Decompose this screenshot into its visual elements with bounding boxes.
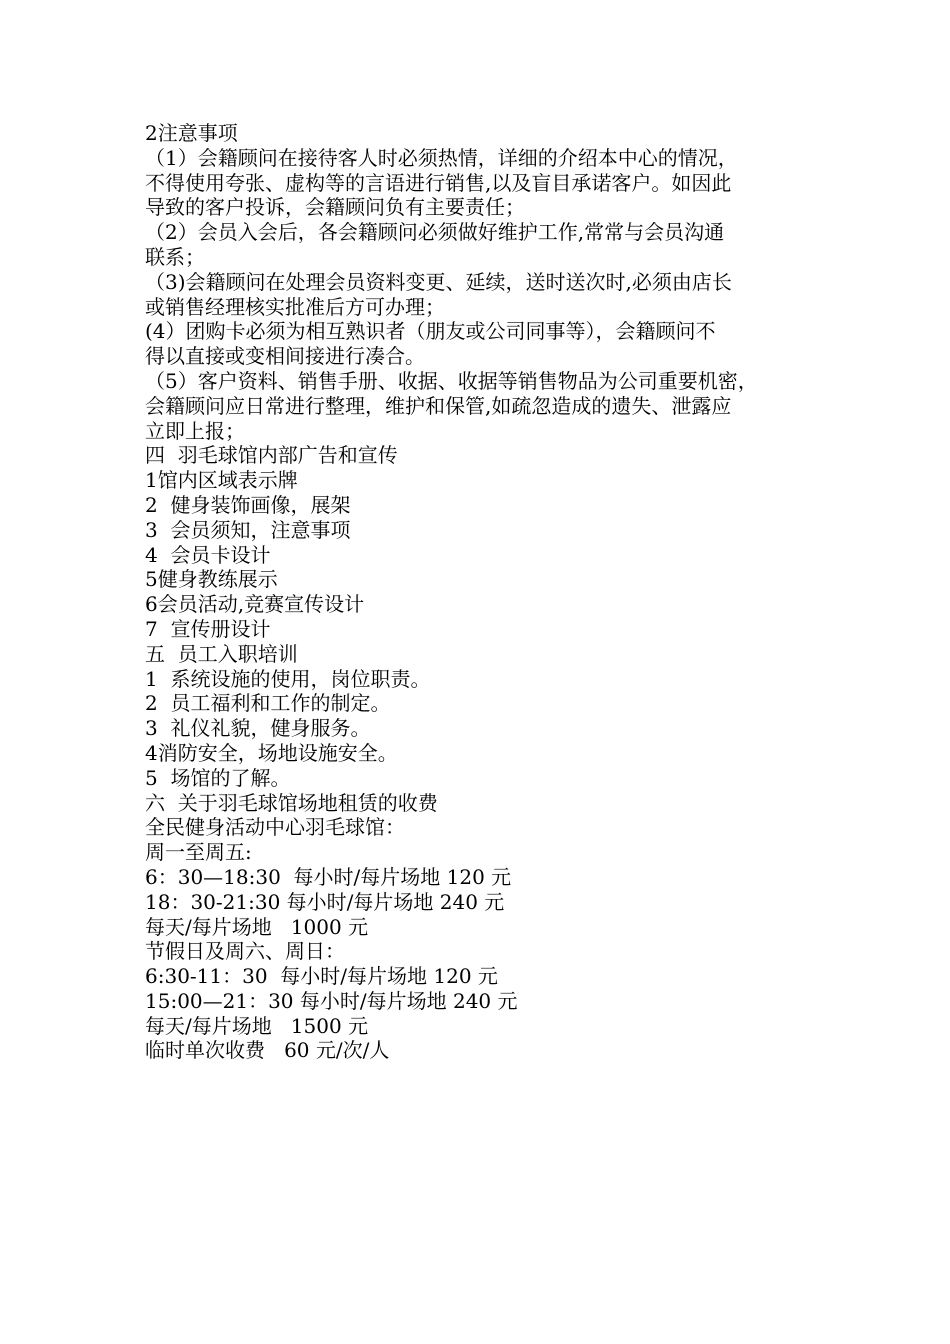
text-line: 会籍顾问应日常进行整理，维护和保管,如疏忽造成的遗失、泄露应 bbox=[145, 393, 732, 418]
list-item: 4 会员卡设计 bbox=[145, 542, 271, 567]
text-line: 不得使用夸张、虚构等的言语进行销售,以及盲目承诺客户。如因此 bbox=[145, 170, 732, 195]
document-body bbox=[145, 121, 825, 1063]
text-line: 立即上报； bbox=[145, 418, 245, 443]
price-line: 6：30—18:30 每小时/每片场地 120 元 bbox=[145, 864, 512, 889]
price-line: 6:30-11：30 每小时/每片场地 120 元 bbox=[145, 964, 498, 989]
price-line: 15:00—21：30 每小时/每片场地 240 元 bbox=[145, 988, 518, 1013]
list-item: 4消防安全，场地设施安全。 bbox=[145, 740, 398, 765]
list-item: 2 健身装饰画像，展架 bbox=[145, 492, 351, 517]
text-line: （5）客户资料、销售手册、收据、收据等销售物品为公司重要机密， bbox=[145, 368, 758, 393]
list-item: 6会员活动,竞赛宣传设计 bbox=[145, 592, 365, 617]
text-line: 或销售经理核实批准后方可办理； bbox=[145, 294, 445, 319]
list-item: 1 系统设施的使用，岗位职责。 bbox=[145, 666, 431, 691]
section-heading: 五 员工入职培训 bbox=[145, 641, 298, 666]
list-item: 3 会员须知，注意事项 bbox=[145, 517, 351, 542]
text-line: 周一至周五: bbox=[145, 840, 252, 865]
list-item: 1馆内区域表示牌 bbox=[145, 468, 298, 493]
section-heading: 六 关于羽毛球馆场地租赁的收费 bbox=[145, 790, 438, 815]
price-line: 每天/每片场地 1000 元 bbox=[145, 914, 369, 939]
text-line: （3)会籍顾问在处理会员资料变更、延续，送时送次时,必须由店长 bbox=[145, 269, 732, 294]
text-line: 导致的客户投诉，会籍顾问负有主要责任； bbox=[145, 195, 525, 220]
text-line: （1）会籍顾问在接待客人时必须热情，详细的介绍本中心的情况， bbox=[145, 145, 738, 170]
list-item: 7 宣传册设计 bbox=[145, 616, 271, 641]
price-line: 每天/每片场地 1500 元 bbox=[145, 1013, 369, 1038]
text-line: 联系； bbox=[145, 244, 205, 269]
text-line: 节假日及周六、周日： bbox=[145, 939, 345, 964]
text-line: 得以直接或变相间接进行凑合。 bbox=[145, 344, 425, 369]
price-line: 18：30-21:30 每小时/每片场地 240 元 bbox=[145, 889, 505, 914]
text-line: （2）会员入会后，各会籍顾问必须做好维护工作,常常与会员沟通 bbox=[145, 220, 725, 245]
list-item: 3 礼仪礼貌，健身服务。 bbox=[145, 716, 371, 741]
list-item: 5健身教练展示 bbox=[145, 567, 278, 592]
price-line: 临时单次收费 60 元/次/人 bbox=[145, 1038, 390, 1063]
text-line: (4）团购卡必须为相互熟识者（朋友或公司同事等），会籍顾问不 bbox=[145, 319, 716, 344]
section-subheading: 2注意事项 bbox=[145, 121, 238, 145]
list-item: 2 员工福利和工作的制定。 bbox=[145, 691, 391, 716]
text-line: 全民健身活动中心羽毛球馆： bbox=[145, 815, 405, 840]
section-heading: 四 羽毛球馆内部广告和宣传 bbox=[145, 443, 398, 468]
list-item: 5 场馆的了解。 bbox=[145, 765, 291, 790]
